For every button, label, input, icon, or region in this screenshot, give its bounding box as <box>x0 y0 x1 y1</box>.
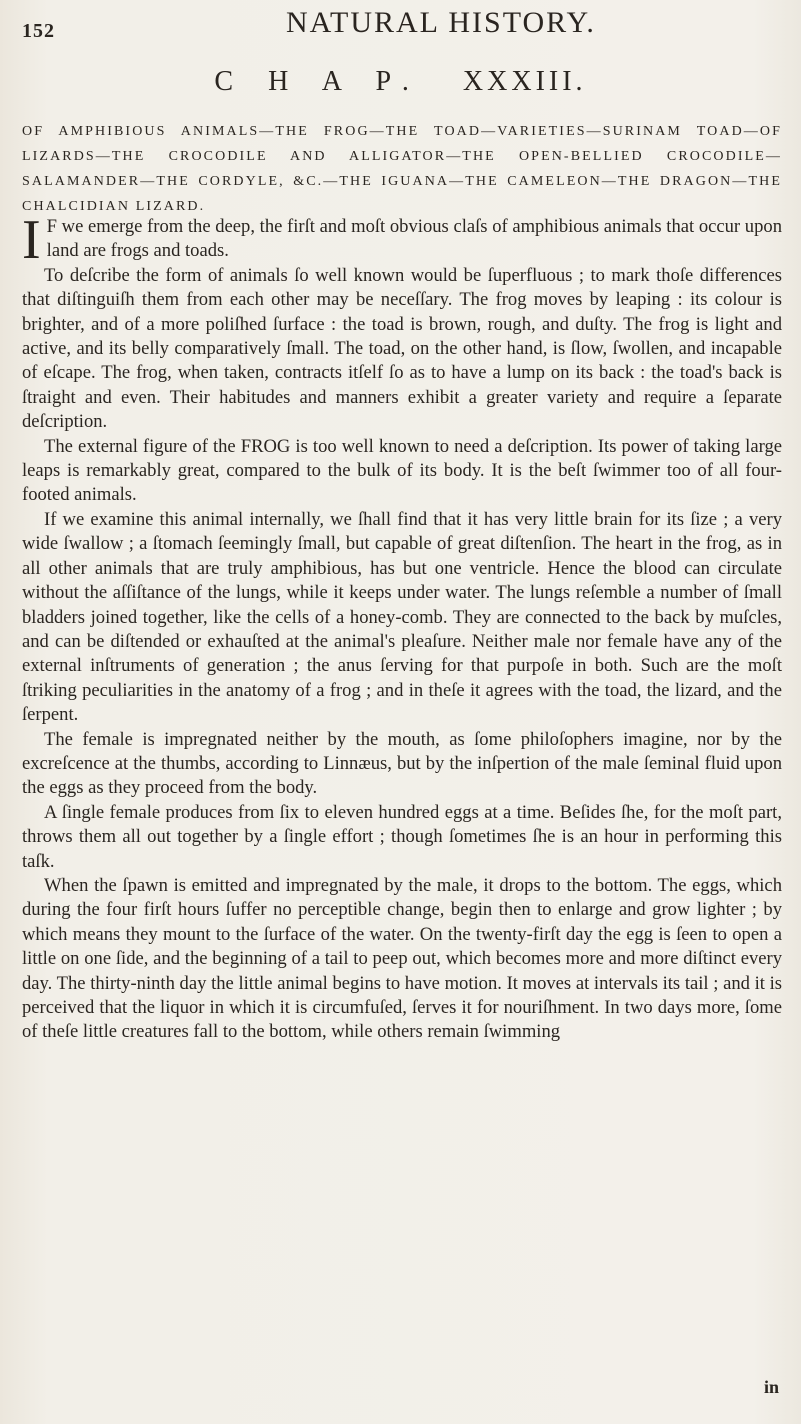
paragraph: The external figure of the FROG is too well known to need a deſcription. Its power of taking large leaps is remarkably great, compared to the bulk of its body. It is the beſt ſwimmer too of all four-footed animals. <box>22 435 782 506</box>
paragraph: If we examine this animal internally, we ſhall find that it has very little brain for its ſize ; a very wide ſwallow ; a ſtomach ſeemingly ſmall, but capable of great diſtenſion. The heart in the frog, as in all other animals that are truly amphibious, has but one ventricle. Hence the blood can circulate without the aſſiſtance of the lungs, while it keeps under water. The lungs reſemble a number of ſmall bladders joined together, like the cells of a honey-comb. They are connected to the back by muſcles, and can be diſtended or exhauſted at the animal's pleaſure. Neither male nor female have any of the external inſtruments of generation ; the anus ſerving for that purpoſe in both. Such are the moſt ſtriking peculiarities in the anatomy of a frog ; and in theſe it agrees with the toad, the lizard, and the ſerpent. <box>22 508 782 726</box>
body-text <box>22 209 782 1045</box>
paragraph-text: F we emerge from the deep, the firſt and moſt obvious claſs of amphibious animals that occur upon land are frogs and toads. <box>46 216 782 262</box>
chapter-label: C H A P. <box>214 66 423 97</box>
paragraph: The female is impregnated neither by the mouth, as ſome philoſophers imagine, nor by the excreſcence at the thumbs, according to Linnæus, but by the inſpertion of the male ſeminal fluid upon the eggs as they proceed from the body. <box>22 728 782 799</box>
catchword: in <box>763 1377 779 1397</box>
page-number: 152 <box>22 20 55 42</box>
chapter-number: XXXIII. <box>462 66 587 97</box>
running-head: NATURAL HISTORY. <box>286 6 596 39</box>
chapter-heading <box>0 66 801 98</box>
page-header <box>22 6 782 46</box>
drop-cap: I <box>22 209 41 271</box>
paragraph: When the ſpawn is emitted and impregnated by the male, it drops to the bottom. The eggs, which during the four firſt hours ſuffer no perceptible change, begin then to enlarge and grow lighter ; by which means they mount to the ſurface of the water. On the twenty-firſt day the egg is ſeen to open a little on one ſide, and the beginning of a tail to peep out, which becomes more and more diſtinct every day. The thirty-ninth day the little animal begins to have motion. It moves at intervals its tail ; and it is perceived that the liquor in which it is circumfuſed, ſerves it for nouriſhment. In two days more, ſome of theſe little creatures fall to the bottom, while others remain ſwimming <box>22 874 782 1043</box>
chapter-summary: OF AMPHIBIOUS ANIMALS—THE FROG—THE TOAD—VARIETIES—SURINAM TOAD—OF LIZARDS—THE CROCODILE AND ALLIGATOR—THE OPEN-BELLIED CROCODILE—SALAMANDER—THE CORDYLE, &C.—THE IGUANA—THE CAMELEON—THE DRAGON—THE CHALCIDIAN LIZARD. <box>22 124 782 214</box>
paragraph <box>22 209 782 271</box>
paragraph: A ſingle female produces from ſix to eleven hundred eggs at a time. Beſides ſhe, for the moſt part, throws them all out together by a ſingle effort ; though ſometimes ſhe is an hour in performing this taſk. <box>22 801 782 872</box>
paragraph: To deſcribe the form of animals ſo well known would be ſuperfluous ; to mark thoſe differences that diſtinguiſh them from each other may be neceſſary. The frog moves by leaping : its colour is brighter, and of a more poliſhed ſurface : the toad is brown, rough, and duſty. The frog is light and active, and its belly comparatively ſmall. The toad, on the other hand, is ſlow, ſwollen, and incapable of eſcape. The frog, when taken, contracts itſelf ſo as to have a lump on its back : the toad's back is ſtraight and even. Their habitudes and manners exhibit a greater variety and require a ſeparate deſcription. <box>22 264 782 433</box>
